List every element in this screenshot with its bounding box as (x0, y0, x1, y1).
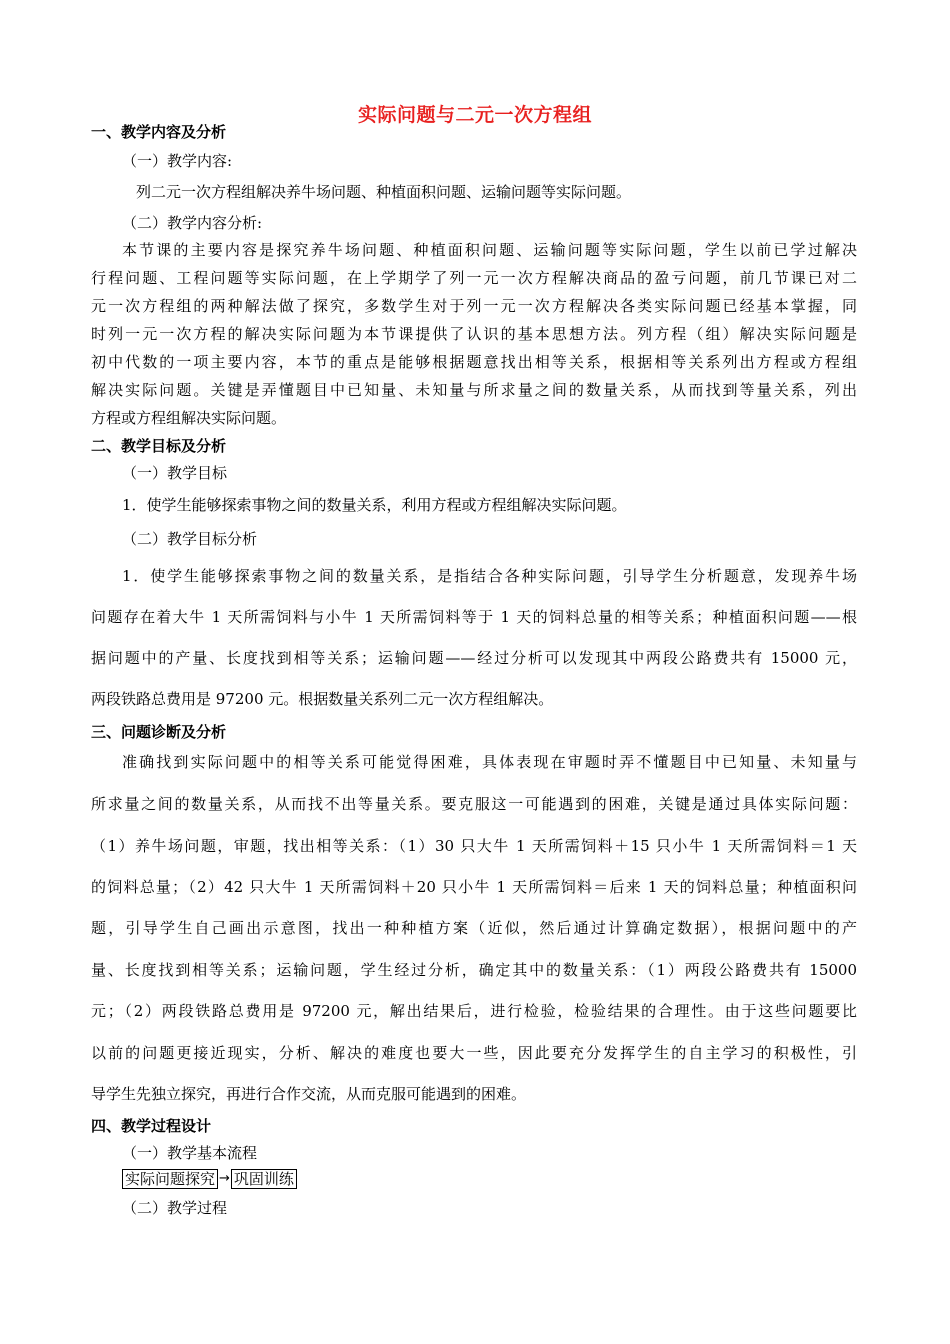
section-2-heading: 二、教学目标及分析 (91, 437, 227, 455)
section-3-heading: 三、问题诊断及分析 (91, 723, 227, 741)
paragraph-line: 的饲料总量；（2）42 只大牛 1 天所需饲料＋20 只小牛 1 天所需饲料＝后来 1 天的饲料总量；种植面积问 (91, 878, 857, 896)
paragraph-line: 问题存在着大牛 1 天所需饲料与小牛 1 天所需饲料等于 1 天的饲料总量的相等关系；种植面积问题——根 (91, 608, 857, 626)
paragraph-line: 本节课的主要内容是探究养牛场问题、种植面积问题、运输问题等实际问题，学生以前已学过解决 (122, 241, 857, 259)
paragraph-line: 量、长度找到相等关系；运输问题，学生经过分析，确定其中的数量关系：（1）两段公路费共有 15000 (91, 961, 857, 979)
paragraph-line: 两段铁路总费用是 97200 元。根据数量关系列二元一次方程组解决。 (91, 690, 554, 708)
paragraph-line: 行程问题、工程问题等实际问题，在上学期学了列一元一次方程解决商品的盈亏问题，前几节课已对二 (91, 269, 857, 287)
paragraph-line: 解决实际问题。关键是弄懂题目中已知量、未知量与所求量之间的数量关系，从而找到等量关系，列出 (91, 381, 857, 399)
section-1-sub-2: （二）教学内容分析: (122, 214, 263, 232)
flow-step-2: 巩固训练 (231, 1169, 297, 1189)
section-2-sub-1: （一）教学目标 (122, 464, 228, 482)
section-1-content: 列二元一次方程组解决养牛场问题、种植面积问题、运输问题等实际问题。 (136, 183, 632, 201)
paragraph-line: 元；（2）两段铁路总费用是 97200 元，解出结果后，进行检验，检验结果的合理性。由于这些问题要比 (91, 1002, 857, 1020)
flow-step-1: 实际问题探究 (122, 1169, 218, 1189)
paragraph-line: 以前的问题更接近现实，分析、解决的难度也要大一些，因此要充分发挥学生的自主学习的积极性，引 (91, 1044, 857, 1062)
section-4-sub-1: （一）教学基本流程 (122, 1144, 258, 1162)
paragraph-line: 1．使学生能够探索事物之间的数量关系，是指结合各种实际问题，引导学生分析题意，发现养牛场 (122, 567, 857, 585)
arrow-right-icon: → (219, 1171, 230, 1186)
section-2-sub-2: （二）教学目标分析 (122, 530, 258, 548)
paragraph-line: （1）养牛场问题，审题，找出相等关系：（1）30 只大牛 1 天所需饲料＋15 只小牛 1 天所需饲料＝1 天 (91, 837, 857, 855)
section-1-sub-1: （一）教学内容: (122, 152, 233, 170)
document-title: 实际问题与二元一次方程组 (357, 104, 592, 126)
paragraph-line: 元一次方程组的两种解法做了探究，多数学生对于列一元一次方程解决各类实际问题已经基本掌握，同 (91, 297, 857, 315)
paragraph-line: 初中代数的一项主要内容，本节的重点是能够根据题意找出相等关系，根据相等关系列出方程或方程组 (91, 353, 857, 371)
paragraph-line: 所求量之间的数量关系，从而找不出等量关系。要克服这一可能遇到的困难，关键是通过具体实际问题： (91, 795, 857, 813)
paragraph-line: 导学生先独立探究，再进行合作交流，从而克服可能遇到的困难。 (91, 1085, 527, 1103)
paragraph-line: 据问题中的产量、长度找到相等关系；运输问题——经过分析可以发现其中两段公路费共有 15000 元， (91, 649, 857, 667)
section-4-sub-2: （二）教学过程 (122, 1199, 228, 1217)
teaching-flowchart (122, 1169, 297, 1189)
section-1-heading: 一、教学内容及分析 (91, 123, 227, 141)
section-4-heading: 四、教学过程设计 (91, 1117, 212, 1135)
paragraph-line: 准确找到实际问题中的相等关系可能觉得困难，具体表现在审题时弄不懂题目中已知量、未知量与 (122, 753, 857, 771)
paragraph-line: 题，引导学生自己画出示意图，找出一种种植方案（近似，然后通过计算确定数据），根据问题中的产 (91, 919, 857, 937)
section-2-goal: 1．使学生能够探索事物之间的数量关系，利用方程或方程组解决实际问题。 (122, 496, 627, 514)
paragraph-line: 方程或方程组解决实际问题。 (91, 409, 287, 427)
paragraph-line: 时列一元一次方程的解决实际问题为本节课提供了认识的基本思想方法。列方程（组）解决实际问题是 (91, 325, 857, 343)
